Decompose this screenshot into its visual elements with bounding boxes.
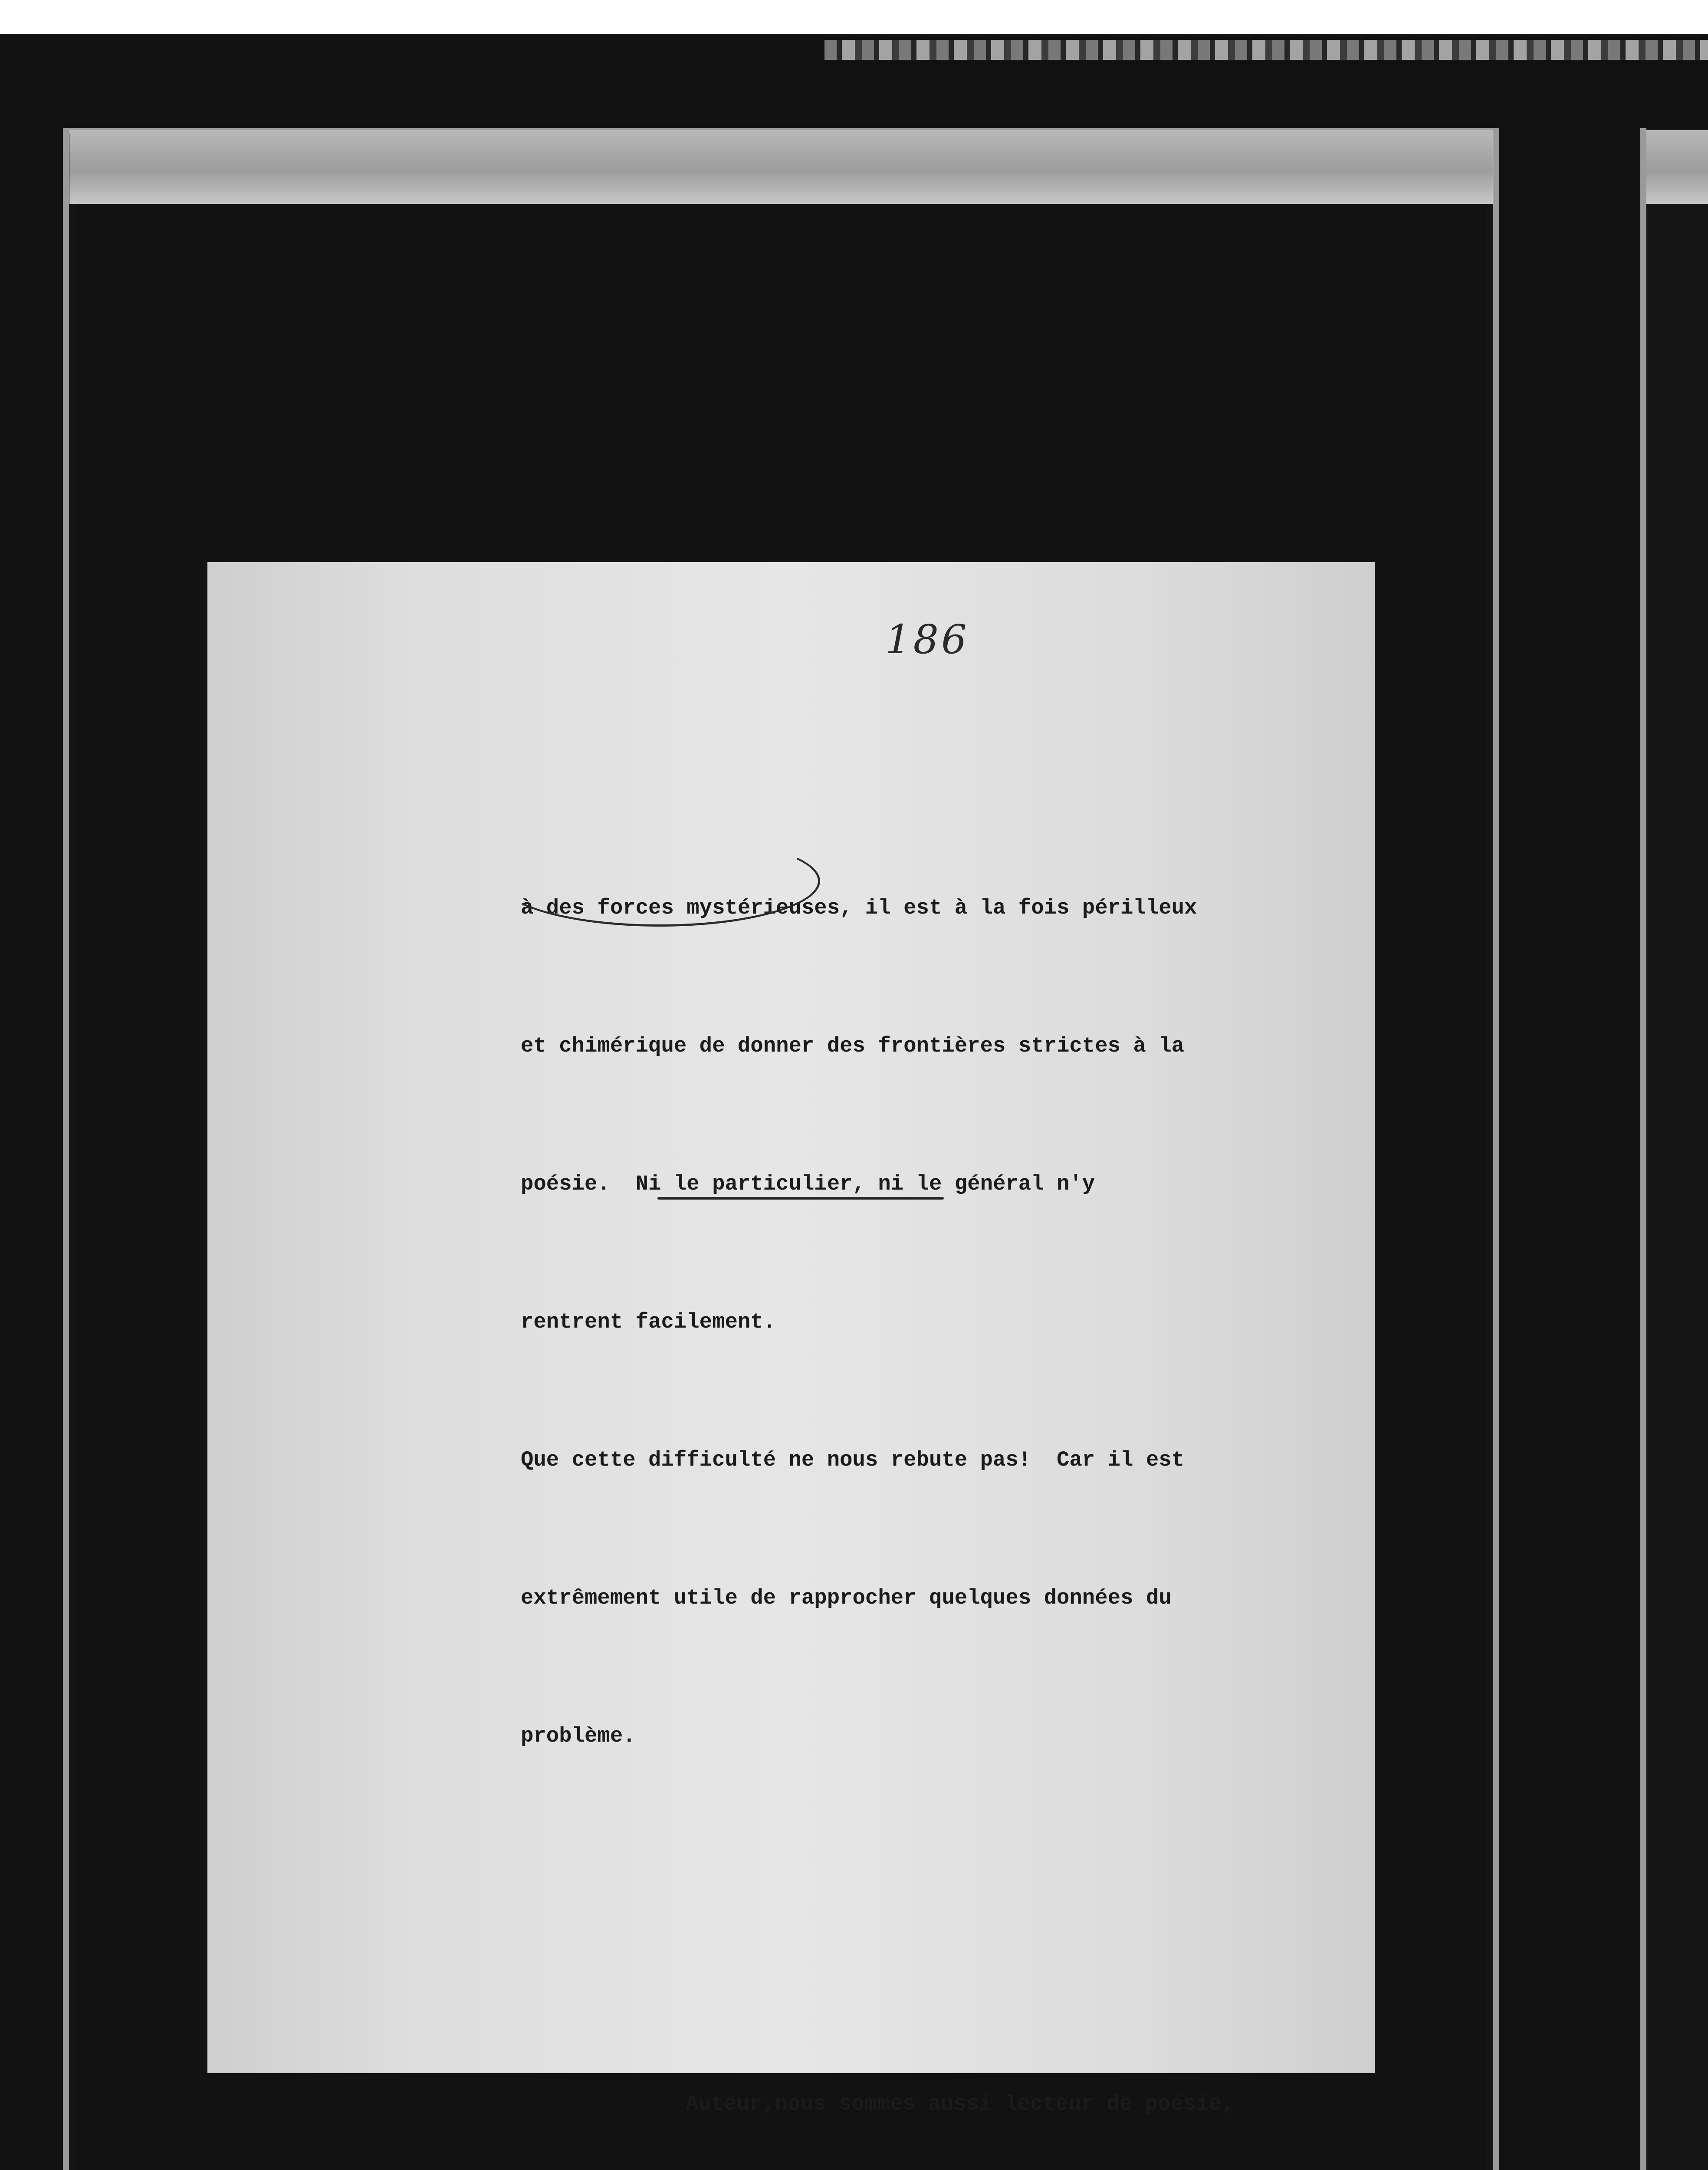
adjacent-film-frame-top-band [1646,130,1708,204]
paragraph-2 [521,1989,1367,2170]
text-line: et chimérique de donner des frontières strictes à la [521,1034,1185,1058]
adjacent-film-frame [1640,128,1708,2170]
text-line: à des forces mystérieuses, il est à la fois périlleux [521,896,1197,920]
film-frame-top-band [69,130,1493,204]
typed-text-body [521,701,1367,2170]
text-line: Auteur,nous sommes aussi lecteur de poésie, [686,2092,1235,2116]
text-line: rentrent facilement. [521,1310,776,1334]
text-line: extrêmement utile de rapprocher quelques données du [521,1586,1172,1610]
handwritten-page-number: 186 [885,616,969,663]
film-edge-markings [824,40,1708,60]
handwritten-underline-mark [657,1197,944,1200]
text-line: problème. [521,1724,636,1748]
text-line: Que cette difficulté ne nous rebute pas! Car il est [521,1448,1185,1472]
paragraph-1 [521,793,1367,1851]
text-line: poésie. Ni le particulier, ni le général n'y [521,1172,1095,1196]
